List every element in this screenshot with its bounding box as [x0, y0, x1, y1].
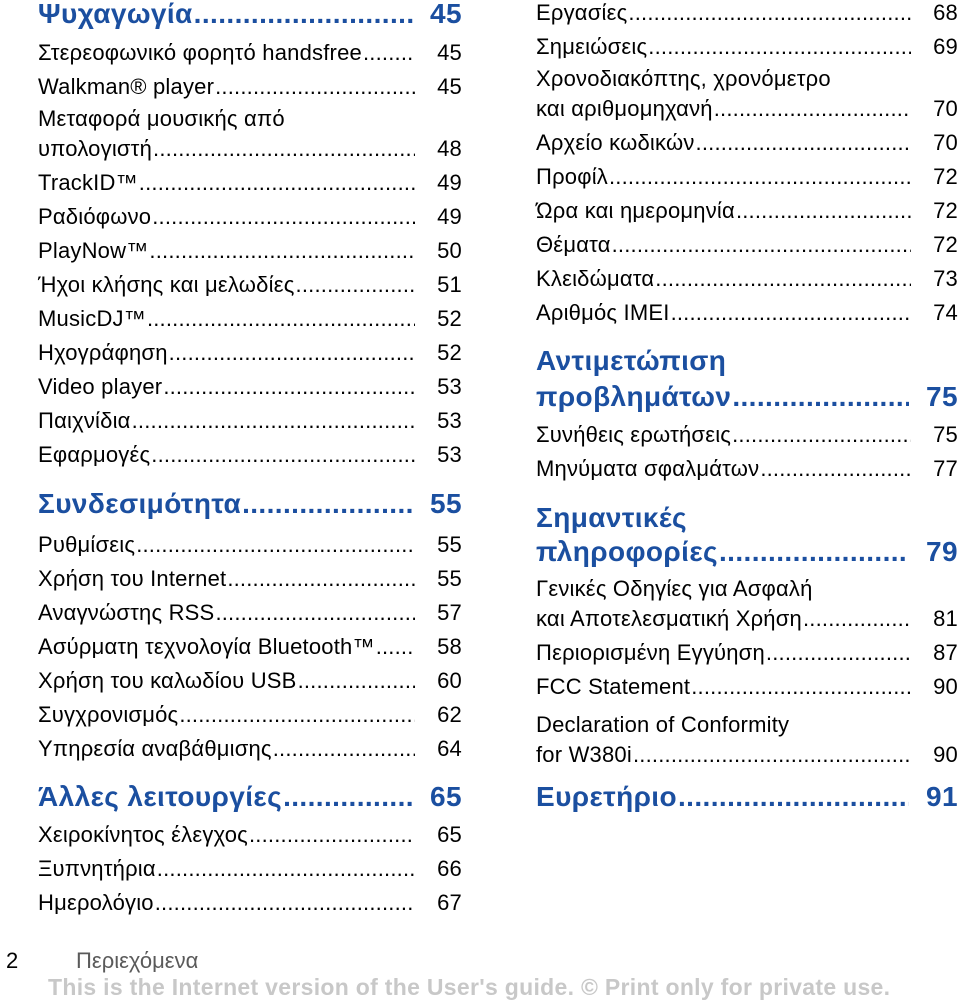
leader-dots [163, 370, 415, 404]
toc-entry[interactable] [38, 818, 462, 852]
entry-label-line2: και αριθμομηχανή [536, 96, 713, 121]
entry-label: Εργασίες [536, 0, 628, 25]
toc-entry[interactable] [38, 36, 462, 70]
toc-entry[interactable] [536, 66, 958, 126]
leader-dots [732, 380, 909, 414]
toc-entry[interactable] [38, 732, 462, 766]
entry-page: 87 [933, 640, 958, 665]
entry-page: 69 [933, 34, 958, 59]
toc-entry[interactable] [38, 268, 462, 302]
entry-label: Συγχρονισμός [38, 702, 179, 727]
leader-dots [803, 602, 911, 636]
entry-page: 81 [933, 606, 958, 631]
leader-dots [157, 852, 415, 886]
section-page: 75 [926, 381, 958, 412]
toc-section-troubleshooting[interactable] [536, 344, 958, 414]
entry-label: Walkman® player [38, 74, 215, 99]
leader-dots [139, 166, 415, 200]
section-title: Ψυχαγωγία [38, 0, 193, 29]
toc-entry[interactable] [38, 528, 462, 562]
toc-entry[interactable] [536, 262, 958, 296]
page-number: 2 [6, 948, 19, 973]
entry-label: Ώρα και ημερομηνία [536, 198, 735, 223]
section-title-line1: Αντιμετώπιση [536, 345, 727, 376]
entry-page: 90 [933, 674, 958, 699]
section-page: 55 [430, 488, 462, 519]
entry-label: Μηνύματα σφαλμάτων [536, 456, 760, 481]
entry-label: PlayNow™ [38, 238, 149, 263]
toc-entry[interactable] [38, 562, 462, 596]
entry-page: 66 [437, 856, 462, 881]
toc-entry[interactable] [536, 418, 958, 452]
toc-entry[interactable] [38, 106, 462, 166]
toc-entry[interactable] [38, 166, 462, 200]
toc-entry[interactable] [536, 636, 958, 670]
entry-label: Ήχοι κλήσης και μελωδίες [38, 272, 295, 297]
entry-label: Αρχείο κωδικών [536, 130, 695, 155]
entry-label-line2: και Αποτελεσματική Χρήση [536, 606, 802, 631]
leader-dots [227, 562, 415, 596]
toc-entry[interactable] [38, 852, 462, 886]
toc-entry[interactable] [536, 452, 958, 486]
toc-section-index[interactable] [536, 780, 958, 814]
leader-dots [732, 418, 911, 452]
entry-page: 90 [933, 742, 958, 767]
entry-page: 77 [933, 456, 958, 481]
section-page: 45 [430, 0, 462, 29]
leader-dots [633, 738, 911, 772]
entry-page: 55 [437, 566, 462, 591]
leader-dots [152, 200, 415, 234]
entry-page: 52 [437, 306, 462, 331]
section-title: Άλλες λειτουργίες [38, 781, 283, 812]
entry-page: 72 [933, 164, 958, 189]
entry-page: 53 [437, 408, 462, 433]
entry-label: Θέματα [536, 232, 611, 257]
entry-label-line1: Μεταφορά μουσικής από [38, 106, 285, 131]
footer-section-title: Περιεχόμενα [76, 948, 199, 973]
leader-dots [696, 126, 911, 160]
leader-dots [714, 92, 911, 126]
entry-label-line1: Declaration of Conformity [536, 712, 790, 737]
entry-label: Ρυθμίσεις [38, 532, 136, 557]
leader-dots [136, 528, 415, 562]
toc-entry[interactable] [536, 30, 958, 64]
entry-label: Χρήση του καλωδίου USB [38, 668, 297, 693]
entry-page: 48 [437, 136, 462, 161]
entry-label: Ξυπνητήρια [38, 856, 156, 881]
toc-entry[interactable] [536, 670, 958, 704]
leader-dots [363, 36, 415, 70]
leader-dots [242, 487, 413, 521]
entry-page: 53 [437, 442, 462, 467]
entry-page: 74 [933, 300, 958, 325]
entry-page: 57 [437, 600, 462, 625]
entry-label: Σημειώσεις [536, 34, 648, 59]
leader-dots [376, 630, 415, 664]
toc-section-important-info[interactable] [536, 501, 958, 569]
toc-entry[interactable] [38, 698, 462, 732]
toc-entry[interactable] [536, 126, 958, 160]
section-page: 79 [926, 536, 958, 567]
toc-entry[interactable] [536, 576, 958, 636]
leader-dots [153, 132, 415, 166]
entry-page: 64 [437, 736, 462, 761]
section-page: 91 [926, 781, 958, 812]
toc-entry[interactable] [38, 886, 462, 920]
toc-entry[interactable] [38, 596, 462, 630]
leader-dots [719, 535, 909, 569]
section-title-line2: πληροφορίες [536, 536, 718, 567]
entry-page: 53 [437, 374, 462, 399]
entry-label: Αναγνώστης RSS [38, 600, 215, 625]
leader-dots [298, 664, 415, 698]
entry-page: 73 [933, 266, 958, 291]
leader-dots [612, 228, 911, 262]
entry-label: Χρήση του Internet [38, 566, 227, 591]
toc-entry[interactable] [38, 200, 462, 234]
section-title: Συνδεσιμότητα [38, 488, 242, 519]
entry-page: 72 [933, 232, 958, 257]
toc-entry[interactable] [536, 194, 958, 228]
leader-dots [736, 194, 911, 228]
leader-dots [273, 732, 415, 766]
entry-label: Εφαρμογές [38, 442, 151, 467]
toc-entry[interactable] [38, 370, 462, 404]
leader-dots [169, 336, 415, 370]
toc-entry[interactable] [38, 438, 462, 472]
toc-entry[interactable] [536, 0, 958, 30]
toc-section-more-features[interactable] [38, 780, 462, 814]
entry-page: 70 [933, 130, 958, 155]
toc-entry[interactable] [536, 712, 958, 772]
toc-section-connectivity[interactable] [38, 487, 462, 521]
entry-page: 45 [437, 40, 462, 65]
entry-page: 68 [933, 0, 958, 25]
entry-label: FCC Statement [536, 674, 691, 699]
entry-label: Χειροκίνητος έλεγχος [38, 822, 248, 847]
toc-entry[interactable] [536, 228, 958, 262]
entry-page: 45 [437, 74, 462, 99]
entry-page: 55 [437, 532, 462, 557]
leader-dots [179, 698, 415, 732]
entry-label-line2: for W380i [536, 742, 632, 767]
leader-dots [648, 30, 911, 64]
toc-entry[interactable] [38, 404, 462, 438]
leader-dots [147, 302, 415, 336]
entry-label-line1: Γενικές Οδηγίες για Ασφαλή [536, 576, 813, 601]
leader-dots [628, 0, 911, 30]
leader-dots [155, 886, 415, 920]
entry-page: 67 [437, 890, 462, 915]
leader-dots [132, 404, 415, 438]
entry-page: 49 [437, 170, 462, 195]
leader-dots [655, 262, 911, 296]
entry-label: Συνήθεις ερωτήσεις [536, 422, 732, 447]
section-page: 65 [430, 781, 462, 812]
entry-label: Ημερολόγιο [38, 890, 154, 915]
entry-label-line2: υπολογιστή [38, 136, 153, 161]
leader-dots [283, 780, 413, 814]
entry-label: Ηχογράφηση [38, 340, 168, 365]
leader-dots [760, 452, 911, 486]
leader-dots [671, 296, 911, 330]
leader-dots [215, 596, 415, 630]
entry-label: Αριθμός IMEI [536, 300, 670, 325]
entry-page: 65 [437, 822, 462, 847]
toc-entry[interactable] [38, 234, 462, 268]
leader-dots [194, 0, 413, 31]
toc-section-entertainment[interactable] [38, 0, 462, 31]
entry-label: Κλειδώματα [536, 266, 655, 291]
toc-entry[interactable] [38, 302, 462, 336]
entry-label: Περιορισμένη Εγγύηση [536, 640, 765, 665]
entry-label: Υπηρεσία αναβάθμισης [38, 736, 272, 761]
toc-entry[interactable] [536, 296, 958, 330]
leader-dots [609, 160, 911, 194]
entry-page: 70 [933, 96, 958, 121]
entry-page: 50 [437, 238, 462, 263]
entry-label-line1: Χρονοδιακόπτης, χρονόμετρο [536, 66, 831, 91]
section-title: Ευρετήριο [536, 781, 677, 812]
toc-entry[interactable] [536, 160, 958, 194]
entry-label: Παιχνίδια [38, 408, 131, 433]
toc-entry[interactable] [38, 70, 462, 104]
entry-page: 49 [437, 204, 462, 229]
entry-page: 75 [933, 422, 958, 447]
entry-label: Ραδιόφωνο [38, 204, 152, 229]
section-title-line1: Σημαντικές [536, 502, 687, 533]
toc-entry[interactable] [38, 630, 462, 664]
leader-dots [149, 234, 415, 268]
leader-dots [296, 268, 415, 302]
entry-page: 52 [437, 340, 462, 365]
entry-label: Προφίλ [536, 164, 608, 189]
entry-label: TrackID™ [38, 170, 138, 195]
entry-page: 51 [437, 272, 462, 297]
leader-dots [691, 670, 911, 704]
leader-dots [766, 636, 911, 670]
leader-dots [678, 780, 909, 814]
leader-dots [215, 70, 415, 104]
entry-page: 58 [437, 634, 462, 659]
entry-label: Ασύρματη τεχνολογία Bluetooth™ [38, 634, 375, 659]
entry-label: MusicDJ™ [38, 306, 146, 331]
section-title-line2: προβλημάτων [536, 381, 732, 412]
leader-dots [249, 818, 415, 852]
toc-entry[interactable] [38, 664, 462, 698]
entry-page: 62 [437, 702, 462, 727]
entry-page: 72 [933, 198, 958, 223]
entry-label: Στερεοφωνικό φορητό handsfree [38, 40, 362, 65]
entry-page: 60 [437, 668, 462, 693]
leader-dots [151, 438, 415, 472]
toc-entry[interactable] [38, 336, 462, 370]
entry-label: Video player [38, 374, 163, 399]
watermark-notice: This is the Internet version of the User's guide. © Print only for private use. [48, 974, 891, 1000]
